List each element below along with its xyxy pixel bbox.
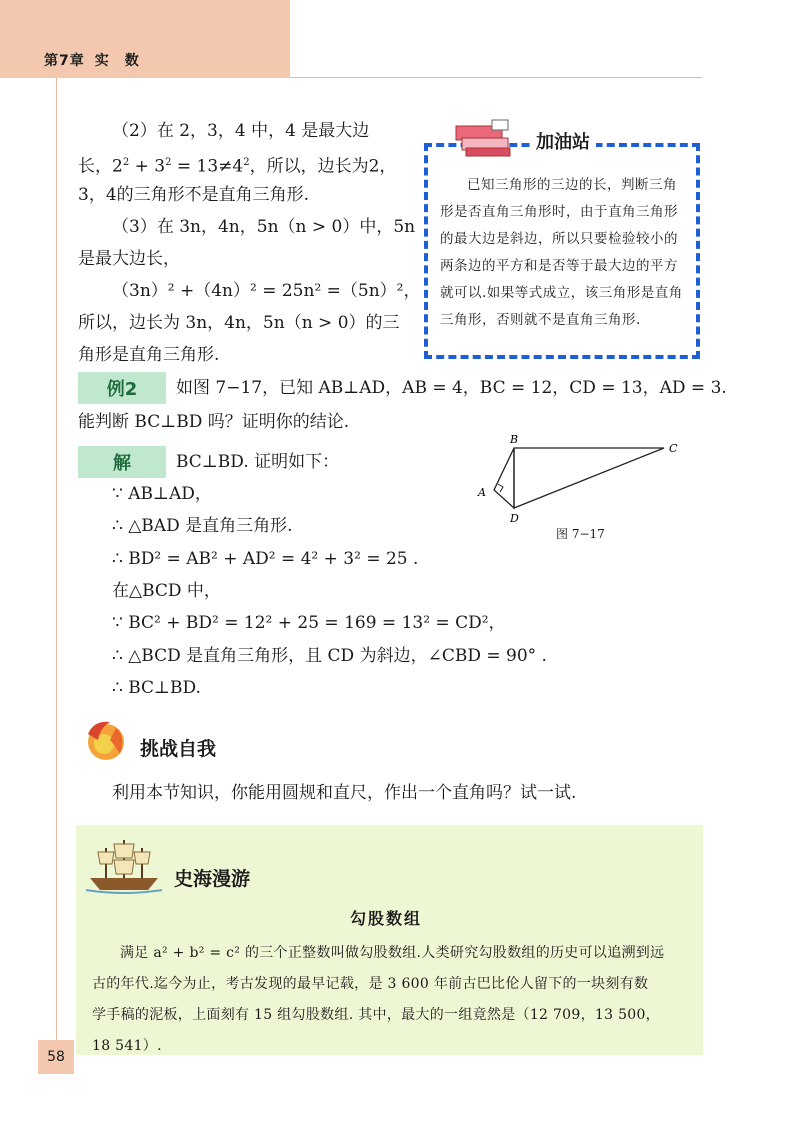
history-line: 18 541）. bbox=[92, 1038, 162, 1054]
proof-step: ∴ BC⊥BD. bbox=[112, 678, 201, 698]
header-rule bbox=[290, 77, 702, 78]
tip-title: 加油站 bbox=[530, 128, 596, 154]
text-line: （3n）² +（4n）² = 25n² =（5n）²， bbox=[112, 281, 421, 301]
proof-step: ∴ △BAD 是直角三角形. bbox=[112, 516, 293, 536]
books-icon bbox=[452, 116, 522, 160]
chapter-heading bbox=[44, 50, 140, 70]
challenge-title: 挑战自我 bbox=[140, 738, 217, 760]
history-line: 学手稿的泥板，上面刻有 15 组勾股数组. 其中，最大的一组竟然是（12 709，13 500， bbox=[92, 1007, 660, 1023]
solution-intro: BC⊥BD. 证明如下： bbox=[176, 452, 340, 472]
chapter-title: 实 数 bbox=[94, 53, 140, 69]
text-line: 所以，边长为 3n，4n，5n（n > 0）的三 bbox=[78, 313, 400, 333]
history-line: 古的年代.迄今为止，考古发现的最早记载，是 3 600 年前古巴比伦人留下的一块刻有数 bbox=[92, 976, 649, 992]
text-line: 是最大边长， bbox=[78, 249, 180, 269]
margin-rule bbox=[56, 78, 57, 1058]
history-line: 满足 a² + b² = c² 的三个正整数叫做勾股数组.人类研究勾股数组的历史可以追溯到远 bbox=[120, 945, 665, 961]
vertex-label-a: A bbox=[478, 486, 486, 499]
example-question: 能判断 BC⊥BD 吗？证明你的结论. bbox=[78, 412, 350, 432]
history-subtitle: 勾股数组 bbox=[350, 909, 423, 928]
proof-step: 在△BCD 中， bbox=[112, 581, 221, 601]
flame-icon bbox=[80, 714, 132, 766]
right-angle-mark bbox=[498, 484, 503, 492]
proof-step: ∵ BC² + BD² = 12² + 25 = 169 = 13² = CD²， bbox=[112, 613, 506, 633]
vertex-label-d: D bbox=[510, 512, 519, 525]
page-number: 58 bbox=[38, 1040, 74, 1074]
solution-label: 解 bbox=[78, 446, 166, 478]
figure-caption: 图 7−17 bbox=[556, 527, 605, 541]
challenge-text: 利用本节知识，你能用圆规和直尺，作出一个直角吗？试一试. bbox=[112, 783, 577, 803]
text-line: （3）在 3n，4n，5n（n > 0）中，5n bbox=[112, 217, 416, 237]
history-title: 史海漫游 bbox=[174, 868, 251, 890]
triangle-abd bbox=[494, 448, 514, 508]
vertex-label-c: C bbox=[669, 442, 678, 455]
triangle-bcd bbox=[514, 448, 664, 508]
chapter-number: 第7章 bbox=[44, 53, 85, 69]
sailing-ship-icon bbox=[84, 834, 164, 898]
proof-step: ∴ BD² = AB² + AD² = 4² + 3² = 25 . bbox=[112, 549, 419, 569]
history-body bbox=[92, 938, 692, 1062]
text-line: 角形是直角三角形. bbox=[78, 345, 220, 365]
text-line: 3，4的三角形不是直角三角形. bbox=[78, 185, 310, 205]
tip-text: 已知三角形的三边的长，判断三角形是否直角三角形时，由于直角三角形的最大边是斜边，所以只要检验较小的两条边的平方和是否等于最大边的平方就可以.如果等式成立，该三角形是直角三角形，否则就不是直角三角形. bbox=[440, 177, 683, 328]
text-line: 长，$2^2 + 3^2 = 13\ne 4^2$，所以，边长为2， bbox=[78, 156, 397, 177]
text-line: （2）在 2，3，4 中，4 是最大边 bbox=[112, 121, 370, 141]
vertex-label-b: B bbox=[510, 433, 519, 446]
proof-step: ∴ △BCD 是直角三角形，且 CD 为斜边，∠CBD = 90° . bbox=[112, 646, 547, 666]
example-label: 例2 bbox=[78, 372, 166, 404]
proof-step: ∵ AB⊥AD， bbox=[112, 484, 212, 504]
example-statement: 如图 7−17，已知 AB⊥AD，AB = 4，BC = 12，CD = 13，AD = 3. bbox=[176, 378, 727, 398]
